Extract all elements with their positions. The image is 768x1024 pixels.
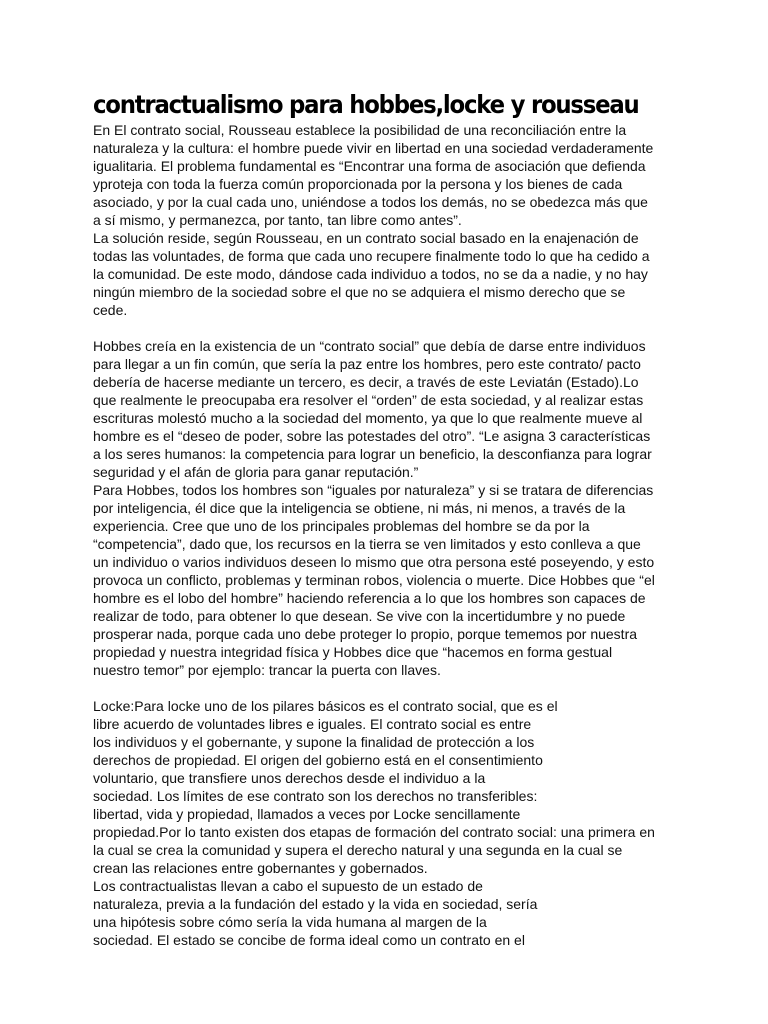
text-line: prosperar nada, porque cada uno debe proteger lo propio, porque tememos por nuestra: [93, 626, 638, 642]
text-line: crean las relaciones entre gobernantes y gobernados.: [93, 860, 428, 876]
text-line: libertad, vida y propiedad, llamados a veces por Locke sencillamente: [93, 806, 521, 822]
text-line: yproteja con toda la fuerza común proporcionada por la persona y los bienes de cada: [93, 176, 623, 192]
text-line: asociado, y por la cual cada uno, uniéndose a todos los demás, no se obedezca más que: [93, 194, 648, 210]
text-line: hombre es el lobo del hombre” haciendo referencia a lo que los hombres son capaces de: [93, 590, 646, 606]
text-line: una hipótesis sobre cómo sería la vida humana al margen de la: [93, 914, 487, 930]
text-line: Los contractualistas llevan a cabo el supuesto de un estado de: [93, 878, 483, 894]
text-line: provoca un conflicto, problemas y terminan robos, violencia o muerte. Dice Hobbes que “el: [93, 572, 655, 588]
text-line: sociedad. Los límites de ese contrato son los derechos no transferibles:: [93, 788, 538, 804]
text-line: libre acuerdo de voluntades libres e iguales. El contrato social es entre: [93, 716, 532, 732]
text-line: realizar de todo, para obtener lo que desean. Se vive con la incertidumbre y no puede: [93, 608, 626, 624]
text-line: igualitaria. El problema fundamental es “Encontrar una forma de asociación que defienda: [93, 158, 646, 174]
text-line: cede.: [93, 302, 128, 318]
text-line: todas las voluntades, de forma que cada uno recupere finalmente todo lo que ha cedido a: [93, 248, 650, 264]
text-line: ningún miembro de la sociedad sobre el que no se adquiera el mismo derecho que se: [93, 284, 626, 300]
text-line: a sí mismo, y permanezca, por tanto, tan libre como antes”.: [93, 212, 462, 228]
text-line: naturaleza, previa a la fundación del estado y la vida en sociedad, sería: [93, 896, 538, 912]
text-line: derechos de propiedad. El origen del gobierno está en el consentimiento: [93, 752, 543, 768]
text-line: sociedad. El estado se concibe de forma ideal como un contrato en el: [93, 932, 525, 948]
text-line: escrituras molestó mucho a la sociedad del momento, ya que lo que realmente mueve al: [93, 410, 643, 426]
text-line: seguridad y el afán de gloria para ganar reputación.”: [93, 464, 419, 480]
text-line: “competencia”, dado que, los recursos en la tierra se ven limitados y esto conlleva a que: [93, 536, 641, 552]
text-line: que realmente le preocupaba era resolver el “orden” de esta sociedad, y al realizar estas: [93, 392, 644, 408]
paragraph-break: [93, 679, 693, 697]
document-title: contractualismo para hobbes,locke y rousseau: [93, 90, 639, 119]
text-line: Locke:Para locke uno de los pilares básicos es el contrato social, que es el: [93, 698, 558, 714]
document-body: [93, 121, 693, 949]
text-line: En El contrato social, Rousseau establece la posibilidad de una reconciliación entre la: [93, 122, 627, 138]
text-line: la cual se crea la comunidad y supera el derecho natural y una segunda en la cual se: [93, 842, 623, 858]
text-line: experiencia. Cree que uno de los principales problemas del hombre se da por la: [93, 518, 590, 534]
text-line: voluntario, que transfiere unos derechos desde el individuo a la: [93, 770, 486, 786]
text-line: Para Hobbes, todos los hombres son “iguales por naturaleza” y si se tratara de diferencias: [93, 482, 654, 498]
text-line: la comunidad. De este modo, dándose cada individuo a todos, no se da a nadie, y no hay: [93, 266, 648, 282]
text-line: a los seres humanos: la competencia para lograr un beneficio, la desconfianza para lograr: [93, 446, 652, 462]
text-line: Hobbes creía en la existencia de un “contrato social” que debía de darse entre individuos: [93, 338, 646, 354]
text-line: hombre es el “deseo de poder, sobre las potestades del otro”. “Le asigna 3 características: [93, 428, 651, 444]
text-line: propiedad.Por lo tanto existen dos etapas de formación del contrato social: una primera en: [93, 824, 655, 840]
text-line: los individuos y el gobernante, y supone la finalidad de protección a los: [93, 734, 535, 750]
text-line: nuestro temor” por ejemplo: trancar la puerta con llaves.: [93, 662, 441, 678]
text-line: para llegar a un fin común, que sería la paz entre los hombres, pero este contrato/ pacto: [93, 356, 641, 372]
text-line: propiedad y nuestra integridad física y Hobbes dice que “hacemos en forma gestual: [93, 644, 613, 660]
text-line: La solución reside, según Rousseau, en un contrato social basado en la enajenación de: [93, 230, 639, 246]
text-line: un individuo o varios individuos deseen lo mismo que otra persona esté poseyendo, y esto: [93, 554, 655, 570]
text-line: naturaleza y la cultura: el hombre puede vivir en libertad en una sociedad verdaderamente: [93, 140, 654, 156]
text-line: por inteligencia, él dice que la inteligencia se obtiene, ni más, ni menos, a través de la: [93, 500, 626, 516]
text-line: debería de hacerse mediante un tercero, es decir, a través de este Leviatán (Estado).Lo: [93, 374, 639, 390]
paragraph-break: [93, 319, 693, 337]
